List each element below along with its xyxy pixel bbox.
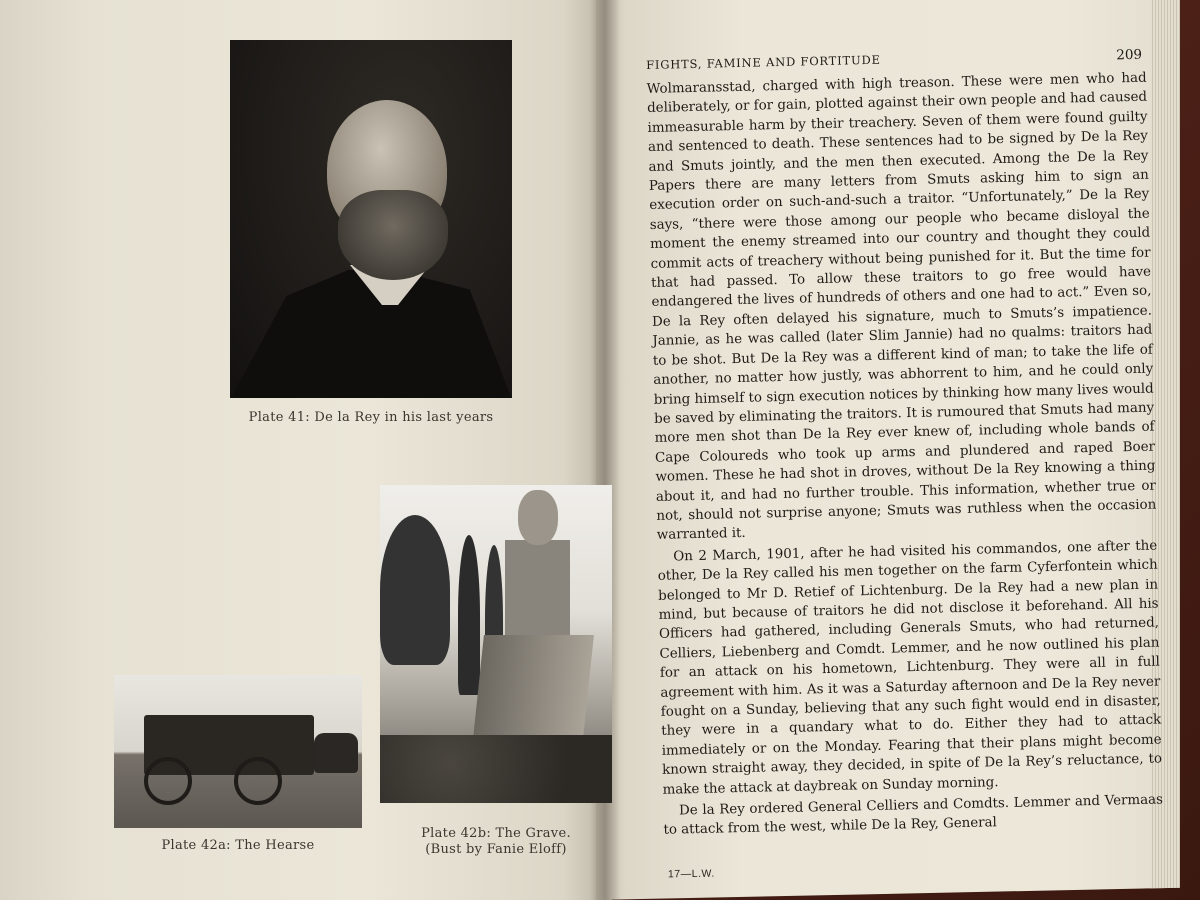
plate-41-portrait-photo — [230, 40, 512, 398]
plate-42a-hearse-photo — [114, 675, 362, 828]
paragraph-3: De la Rey ordered General Celliers and Comdts. Lemmer and Vermaas to attack from the west, while De la Rey, General — [663, 792, 1164, 839]
paragraph-2: On 2 March, 1901, after he had visited his commandos, one after the other, De la Rey called his men together on the farm Cyferfontein which belonged to Mr D. Retief of Lichtenburg. De la Rey had a new plan in mind, but because of traitors he did not disclose it beforehand. All his Officers had gathered, including Generals Smuts, who had returned, Celliers, Liebenberg and Comdt. Lemmer, and he now outlined his plan for an attack on his hometown, Lichtenburg. They were all in full agreement with him. As it was a Saturday afternoon and De la Rey never fought on a Sunday, believing that any such fight would end in disaster, they were in a quandary what to do. Either they had to attack immediately or on the Monday. Fearing that their plans might become known straight away, they decided, in spite of De la Rey’s reluctance, to make the attack at daybreak on Sunday morning. — [657, 538, 1163, 798]
plate-42b-caption — [380, 826, 612, 858]
paragraph-1: Wolmaransstad, charged with high treason. These were men who had deliberately, or for gain, plotted against their own people and had caused immeasurable harm by their treachery. Seven of them were found guilty and sentenced to death. These sentences had to be signed by De la Rey and Smuts jointly, and the men then executed. Among the De la Rey Papers there are many letters from Smuts asking him to sign an execution order on such-and-such a traitor. “Unfortunately,” De la Rey says, “there were those among our people who became disloyal the moment the enemy streamed into our country and thought they could commit acts of treachery without being punished for it. But the time for that had passed. To allow these traitors to go free would have endangered the lives of hundreds of others and one had to act.” Even so, De la Rey often delayed his signature, much to Smuts’s impatience. Jannie, as he was called (later Slim Jannie) had no qualms: traitors had to be shot. But De la Rey was a different kind of man; to take the life of another, no matter how justly, was abhorrent to him, and he could only bring himself to sign execution notices by thinking how many lives would be saved by eliminating the traitors. It is rumoured that Smuts had many more men shot than De la Rey ever knew of, including whole bands of Cape Coloureds who took up arms and plundered and raped Boer women. These he had shot in droves, without De la Rey knowing a thing about it, and had no further trouble. This information, whether true or not, should not surprise anyone; Smuts was ruthless when the occasion warranted it. — [646, 70, 1157, 544]
plate-42b-grave-photo — [380, 485, 612, 803]
signature-mark: 17—L.W. — [667, 867, 715, 881]
plate-42b-caption-line1: Plate 42b: The Grave. — [421, 826, 571, 841]
plate-42a-caption: Plate 42a: The Hearse — [161, 838, 315, 853]
running-head-title: FIGHTS, FAMINE AND FORTITUDE — [646, 52, 881, 72]
page-number: 209 — [1116, 46, 1143, 64]
right-page-text — [646, 47, 1164, 841]
plate-42b-caption-line2: (Bust by Fanie Eloff) — [425, 842, 567, 857]
plate-41-caption: Plate 41: De la Rey in his last years — [248, 410, 494, 425]
